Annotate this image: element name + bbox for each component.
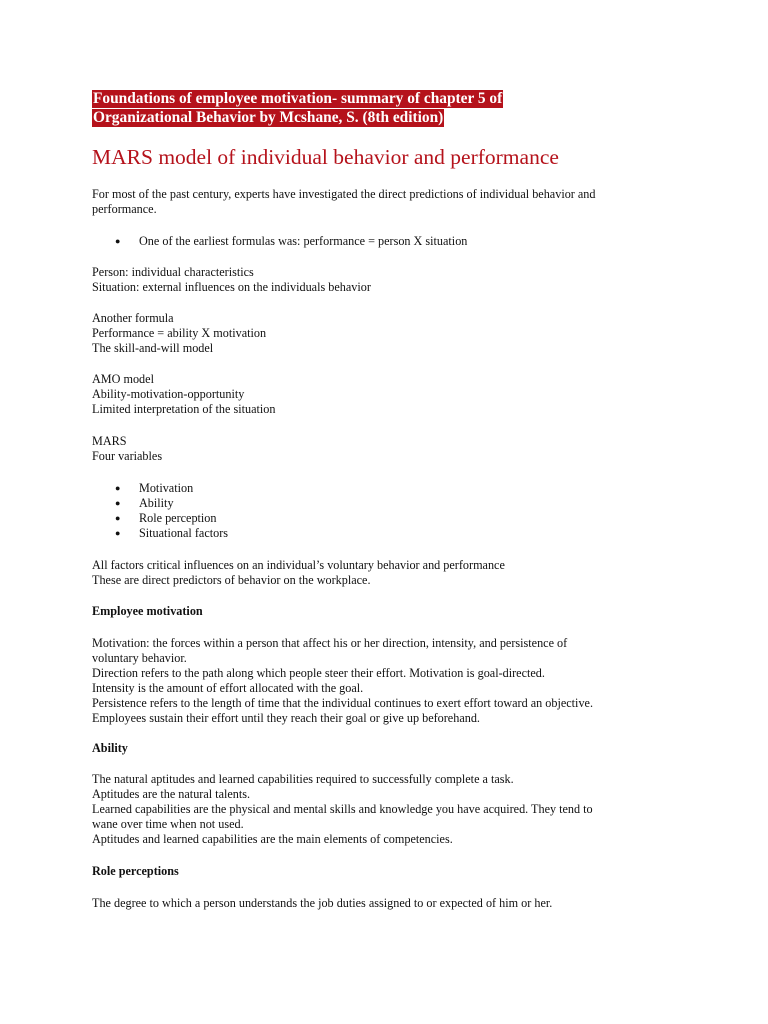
paragraph-line: Intensity is the amount of effort allocated with the goal.: [92, 681, 364, 695]
ability-heading: Ability: [92, 741, 128, 755]
intro-paragraph: [92, 187, 662, 217]
paragraph-line: Motivation: the forces within a person that affect his or her direction, intensity, and persistence of: [92, 636, 568, 650]
paragraph-line: Learned capabilities are the physical and mental skills and knowledge you have acquired. They tend to: [92, 802, 593, 816]
list-item: [92, 234, 467, 249]
another-formula-paragraph: [92, 311, 662, 356]
person-situation-paragraph: [92, 265, 662, 295]
list-item: [92, 496, 228, 511]
paragraph-line: Persistence refers to the length of time that the individual continues to exert effort toward an objective.: [92, 696, 593, 710]
paragraph-line: The skill-and-will model: [92, 341, 214, 355]
title-line-2: Organizational Behavior by Mcshane, S. (8th edition): [93, 109, 444, 126]
paragraph-line: voluntary behavior.: [92, 651, 187, 665]
bullet-text: Role perception: [139, 511, 217, 525]
ability-paragraph: [92, 772, 662, 847]
paragraph-line: Direction refers to the path along which people steer their effort. Motivation is goal-directed.: [92, 666, 545, 680]
paragraph-line: The degree to which a person understands the job duties assigned to or expected of him or her.: [92, 896, 553, 910]
title-line-1: Foundations of employee motivation- summary of chapter 5 of: [93, 90, 503, 107]
paragraph-line: All factors critical influences on an individual’s voluntary behavior and performance: [92, 558, 505, 572]
paragraph-line: Four variables: [92, 449, 163, 463]
mars-paragraph: [92, 434, 662, 464]
section-heading: MARS model of individual behavior and performance: [92, 145, 559, 169]
list-item: [92, 511, 228, 526]
paragraph-line: Aptitudes are the natural talents.: [92, 787, 251, 801]
role-perceptions-heading: Role perceptions: [92, 864, 179, 878]
paragraph-line: AMO model: [92, 372, 154, 386]
paragraph-line: These are direct predictors of behavior on the workplace.: [92, 573, 371, 587]
intro-text: For most of the past century, experts have investigated the direct predictions of individual behavior and performance.: [92, 187, 596, 216]
bullet-icon: ●: [115, 513, 121, 523]
paragraph-line: Aptitudes and learned capabilities are the main elements of competencies.: [92, 832, 453, 846]
bullet-icon: ●: [115, 483, 121, 493]
list-item: [92, 526, 228, 541]
bullet-text: Situational factors: [139, 526, 229, 540]
paragraph-line: MARS: [92, 434, 127, 448]
employee-motivation-heading: Employee motivation: [92, 604, 203, 618]
document-title: [92, 90, 503, 128]
paragraph-line: Situation: external influences on the individuals behavior: [92, 280, 371, 294]
bullet-icon: ●: [115, 528, 121, 538]
bullet-text: Motivation: [139, 481, 194, 495]
list-item: [92, 481, 228, 496]
paragraph-line: Person: individual characteristics: [92, 265, 254, 279]
paragraph-line: The natural aptitudes and learned capabilities required to successfully complete a task.: [92, 772, 514, 786]
factors-paragraph: [92, 558, 662, 588]
paragraph-line: Ability-motivation-opportunity: [92, 387, 245, 401]
mars-variables-list: [92, 481, 228, 541]
amo-paragraph: [92, 372, 662, 417]
role-perceptions-paragraph: [92, 896, 662, 911]
paragraph-line: Limited interpretation of the situation: [92, 402, 276, 416]
bullet-text: Ability: [139, 496, 174, 510]
paragraph-line: Another formula: [92, 311, 174, 325]
bullet-icon: ●: [115, 236, 121, 246]
bullet-text: One of the earliest formulas was: performance = person X situation: [139, 234, 468, 248]
paragraph-line: wane over time when not used.: [92, 817, 244, 831]
paragraph-line: Employees sustain their effort until they reach their goal or give up beforehand.: [92, 711, 480, 725]
bullet-icon: ●: [115, 498, 121, 508]
employee-motivation-paragraph: [92, 636, 662, 726]
formula-bullet-list: [92, 234, 467, 249]
paragraph-line: Performance = ability X motivation: [92, 326, 267, 340]
